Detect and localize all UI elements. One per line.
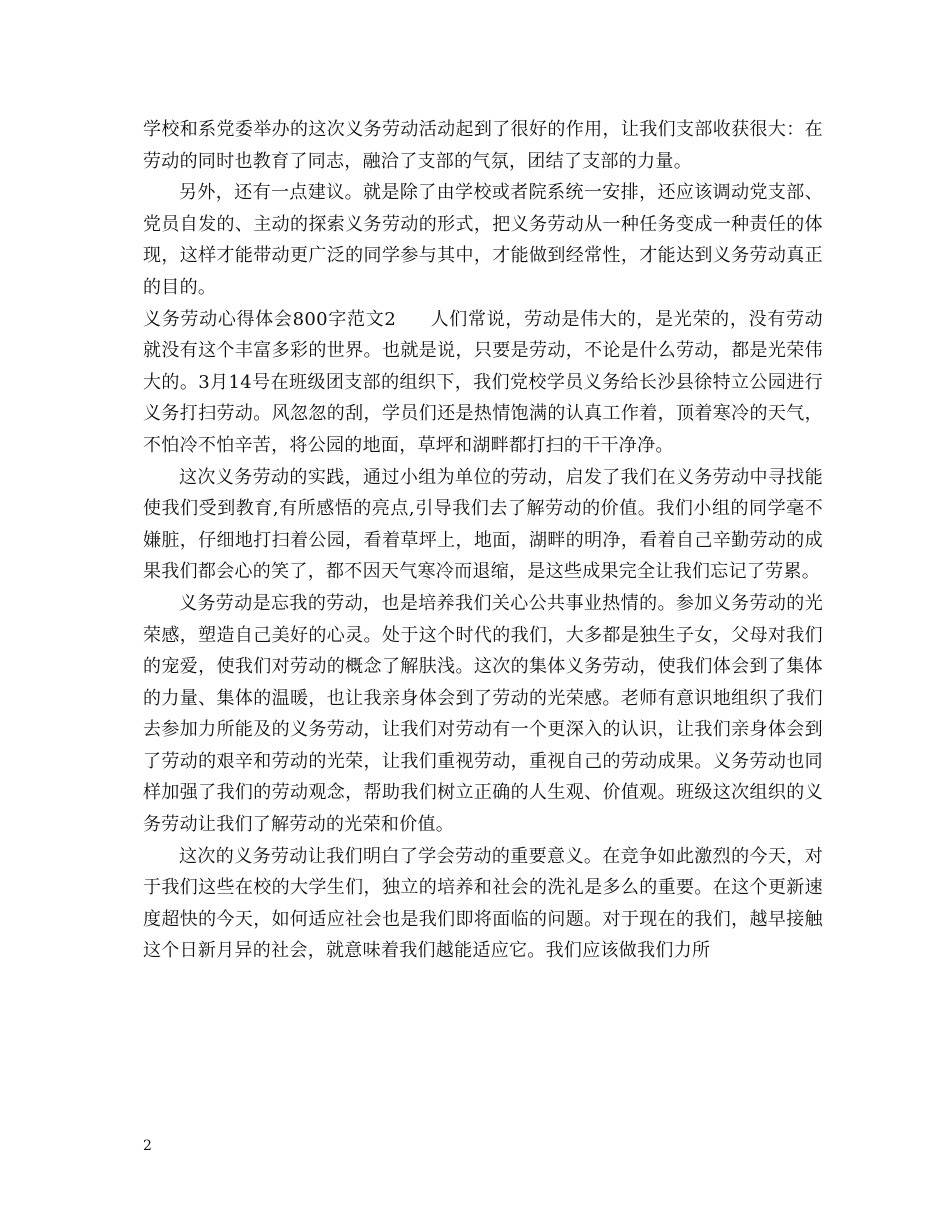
paragraph-selfless-labor: 义务劳动是忘我的劳动，也是培养我们关心公共事业热情的。参加义务劳动的光荣感，塑造自己美好的心灵。处于这个时代的我们，大多都是独生子女，父母对我们的宠爱，使我们对劳动的概念了解肤浅。这次的集体义务劳动，使我们体会到了集体的力量、集体的温暖，也让我亲身体会到了劳动的光荣感。老师有意识地组织了我们去参加力所能及的义务劳动，让我们对劳动有一个更深入的认识，让我们亲身体会到了劳动的艰辛和劳动的光荣，让我们重视劳动，重视自己的劳动成果。义务劳动也同样加强了我们的劳动观念，帮助我们树立正确的人生观、价值观。班级这次组织的义务劳动让我们了解劳动的光荣和价值。 — [143, 592, 823, 836]
paragraph-practice: 这次义务劳动的实践，通过小组为单位的劳动，启发了我们在义务劳动中寻找能使我们受到教育,有所感悟的亮点,引导我们去了解劳动的价值。我们小组的同学毫不嫌脏，仔细地打扫着公园，看着草坪上，地面，湖畔的明净，看着自己辛勤劳动的成果我们都会心的笑了，都不因天气寒冷而退缩，是这些成果完全让我们忘记了劳累。 — [143, 466, 823, 583]
paragraph-suggestion: 另外，还有一点建议。就是除了由学校或者院系统一安排，还应该调动党支部、党员自发的、主动的探索义务劳动的形式，把义务劳动从一种任务变成一种责任的体现，这样才能带动更广泛的同学参与其中，才能做到经常性，才能达到义务劳动真正的目的。 — [143, 182, 823, 298]
page-number: 2 — [143, 1138, 152, 1154]
paragraph-continued: 学校和系党委举办的这次义务劳动活动起到了很好的作用，让我们支部收获很大：在劳动的同时也教育了同志，融洽了支部的气氛，团结了支部的力量。 — [143, 119, 823, 172]
paragraph-importance: 这次的义务劳动让我们明白了学会劳动的重要意义。在竞争如此激烈的今天，对于我们这些在校的大学生们，独立的培养和社会的洗礼是多么的重要。在这个更新速度超快的今天，如何适应社会也是我们即将面临的问题。对于现在的我们，越早接触这个日新月异的社会，就意味着我们越能适应它。我们应该做我们力所 — [143, 845, 823, 962]
body-text — [143, 114, 823, 967]
section-paragraph: 人们常说，劳动是伟大的，是光荣的，没有劳动就没有这个丰富多彩的世界。也就是说，只要是劳动，不论是什么劳动，都是光荣伟大的。3月14号在班级团支部的组织下，我们党校学员义务给长沙县徐特立公园进行义务打扫劳动。风忽忽的刮，学员们还是热情饱满的认真工作着，顶着寒冷的天气，不怕冷不怕辛苦，将公园的地面，草坪和湖畔都打扫的干干净净。 — [143, 308, 823, 456]
section-heading: 义务劳动心得体会800字范文2 — [143, 308, 397, 330]
section-start — [143, 304, 823, 462]
